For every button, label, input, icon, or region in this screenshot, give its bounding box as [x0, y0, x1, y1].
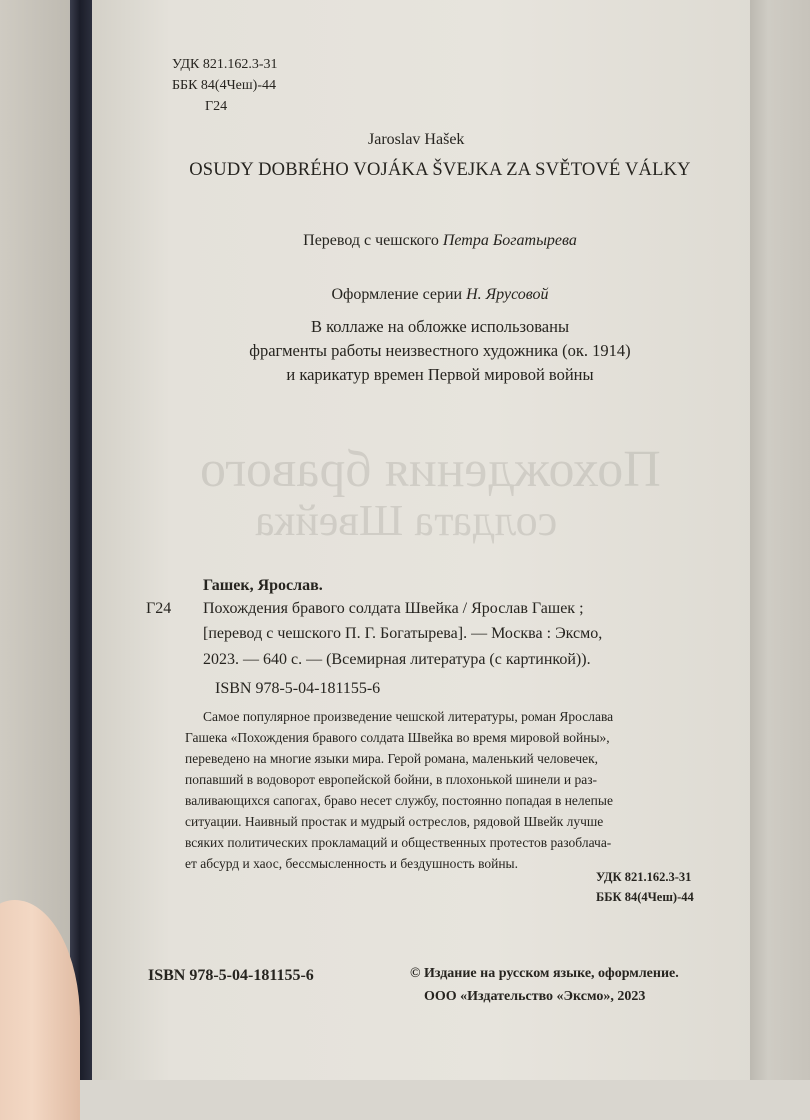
annotation-line-8: ет абсурд и хаос, бессмысленность и бездушность войны.: [185, 856, 519, 871]
bib-author-mark: Г24: [146, 600, 172, 617]
bib-heading: Гашек, Ярослав.: [203, 577, 323, 594]
annotation-line-2: Гашека «Похождения бравого солдата Швейка во время мировой войны»,: [185, 730, 610, 745]
annotation-line-5: валивающихся сапогах, браво несет службу, постоянно попадая в нелепые: [185, 793, 613, 808]
design-prefix: Оформление серии: [331, 286, 463, 303]
translation-prefix: Перевод с чешского: [303, 232, 439, 249]
annotation-line-6: ситуации. Наивный простак и мудрый остреслов, рядовой Швейк лучше: [185, 814, 604, 829]
annotation-line-1: Самое популярное произведение чешской литературы, роман Ярослава: [203, 709, 614, 724]
collage-note-line-2: фрагменты работы неизвестного художника (ок. 1914): [249, 341, 631, 360]
bbk-code-bottom: ББК 84(4Чеш)-44: [596, 890, 694, 904]
bleed-through-line-2: солдата Швейка: [255, 496, 558, 545]
original-title: OSUDY DOBRÉHO VOJÁKA ŠVEJKA ZA SVĚTOVÉ VÁLKY: [189, 160, 691, 180]
footer-isbn: ISBN 978-5-04-181155-6: [148, 967, 314, 984]
udk-code: УДК 821.162.3-31: [172, 57, 278, 72]
book-spine: [70, 0, 92, 1080]
annotation-line-7: всяких политических прокламаций и общественных протестов разоблача-: [185, 835, 612, 850]
bib-isbn: ISBN 978-5-04-181155-6: [215, 680, 381, 697]
collage-note-line-3: и карикатур времен Первой мировой войны: [286, 365, 594, 384]
original-author: Jaroslav Hašek: [368, 131, 465, 148]
bib-line-3: 2023. — 640 с. — (Всемирная литература (с картинкой)).: [203, 651, 591, 668]
design-credit: [100, 286, 780, 304]
copyright-line-1: © Издание на русском языке, оформление.: [410, 966, 679, 981]
udk-code-bottom: УДК 821.162.3-31: [596, 870, 692, 884]
collage-note-line-1: В коллаже на обложке использованы: [310, 317, 570, 336]
designer-name: Н. Ярусовой: [466, 286, 549, 303]
bbk-code: ББК 84(4Чеш)-44: [172, 78, 276, 93]
bleed-through-line-1: Похождения бравого: [200, 441, 661, 498]
annotation-line-3: переведено на многие языки мира. Герой романа, маленький человечек,: [185, 751, 599, 766]
author-mark: Г24: [205, 99, 228, 114]
bib-line-2: [перевод с чешского П. Г. Богатырева]. — Москва : Эксмо,: [203, 625, 603, 642]
translation-credit: [100, 232, 780, 250]
bib-line-1: Похождения бравого солдата Швейка / Ярослав Гашек ;: [203, 600, 584, 617]
translator-name: Петра Богатырева: [442, 232, 577, 249]
copyright-line-2: ООО «Издательство «Эксмо», 2023: [424, 989, 646, 1004]
annotation-line-4: попавший в водоворот европейской бойни, в плохонькой шинели и раз-: [185, 772, 598, 787]
